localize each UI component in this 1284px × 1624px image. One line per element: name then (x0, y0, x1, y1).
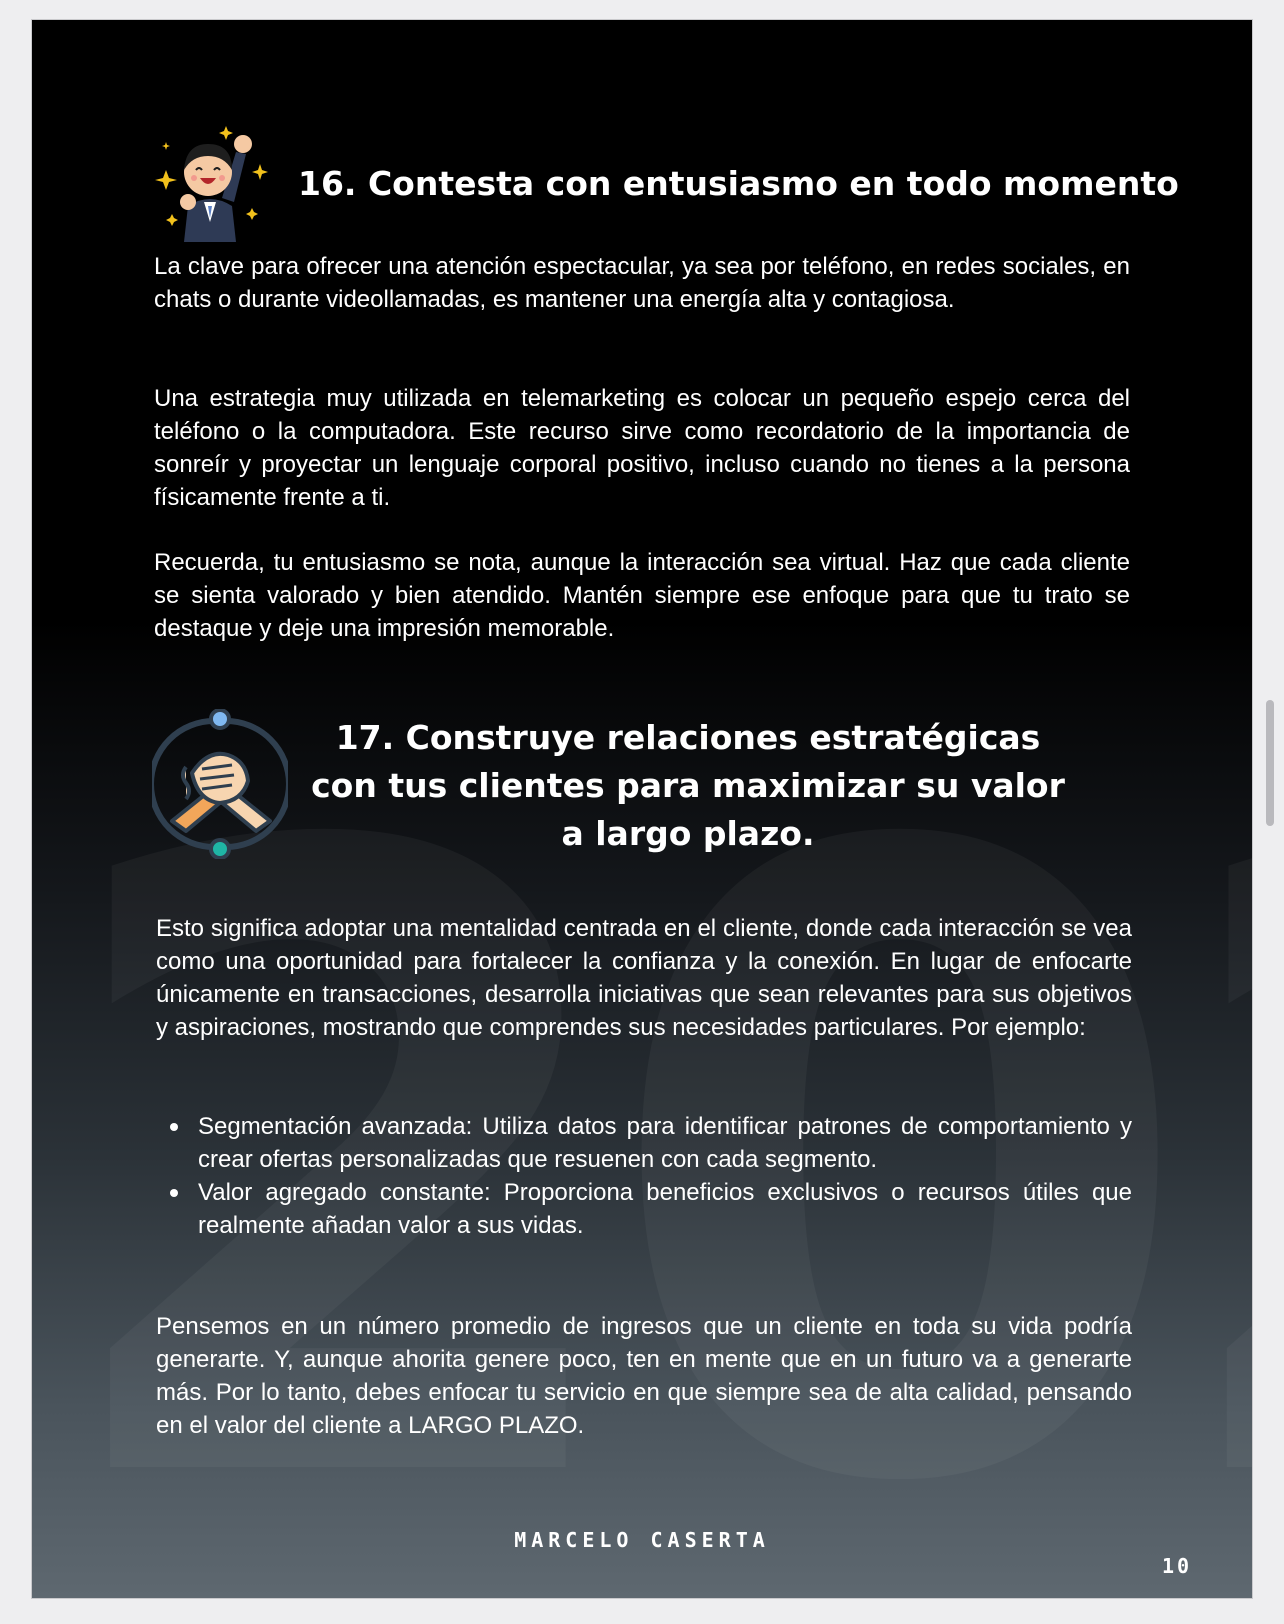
footer-author: MARCELO CASERTA (514, 1528, 770, 1552)
page-number: 10 (1162, 1554, 1193, 1578)
list-item-text: Valor agregado constante: Proporciona beneficios exclusivos o recursos útiles que realmente añadan valor a sus vidas. (198, 1179, 1132, 1239)
section-16-paragraph-1: La clave para ofrecer una atención espectacular, ya sea por teléfono, en redes sociales, en chats o durante videollamadas, es mantener una energía alta y contagiosa. (154, 253, 1130, 313)
section-17-heading: 17. Construye relaciones estratégicas con tus clientes para maximizar su valor a largo plazo. (311, 718, 1065, 853)
bullet-dot-icon (170, 1123, 178, 1131)
scrollbar-thumb[interactable] (1266, 700, 1274, 826)
section-16-header (152, 114, 1179, 254)
section-16-heading: 16. Contesta con entusiasmo en todo momento (298, 164, 1179, 203)
section-17-closing-paragraph: Pensemos en un número promedio de ingresos que un cliente en toda su vida podría generarte. Y, aunque ahorita genere poco, ten en mente que en un futuro va a generarte más. Por lo tanto, debes enfocar tu servicio en que siempre sea de alta calidad, pensando en el valor del cliente a LARGO PLAZO. (156, 1313, 1132, 1439)
list-item (156, 1110, 1132, 1176)
section-16-paragraph-2: Una estrategia muy utilizada en telemarketing es colocar un pequeño espejo cerca del teléfono o la computadora. Este recurso sirve como recordatorio de la importancia de sonreír y proyectar un lenguaje corporal positivo, incluso cuando no tienes a la persona físicamente frente a ti. (154, 385, 1130, 511)
list-item (156, 1176, 1132, 1242)
section-16-paragraph-3: Recuerda, tu entusiasmo se nota, aunque la interacción sea virtual. Haz que cada cliente se sienta valorado y bien atendido. Mantén siempre ese enfoque para que tu trato se destaque y deje una impresión memorable. (154, 549, 1130, 642)
document-page (32, 20, 1252, 1598)
section-17-intro-paragraph: Esto significa adoptar una mentalidad centrada en el cliente, donde cada interacción se vea como una oportunidad para fortalecer la confianza y la conexión. En lugar de enfocarte únicamente en transacciones, desarrolla iniciativas que sean relevantes para sus objetivos y aspiraciones, mostrando que comprendes sus necesidades particulares. Por ejemplo: (156, 915, 1132, 1041)
list-item-text: Segmentación avanzada: Utiliza datos para identificar patrones de comportamiento y crear ofertas personalizadas que resuenen con cada segmento. (198, 1113, 1132, 1173)
bullet-dot-icon (170, 1189, 178, 1197)
section-17-bullet-list (156, 1110, 1132, 1242)
section-17-header (152, 696, 1162, 876)
enthusiastic-person-icon (152, 122, 272, 246)
handshake-icon (152, 709, 288, 863)
